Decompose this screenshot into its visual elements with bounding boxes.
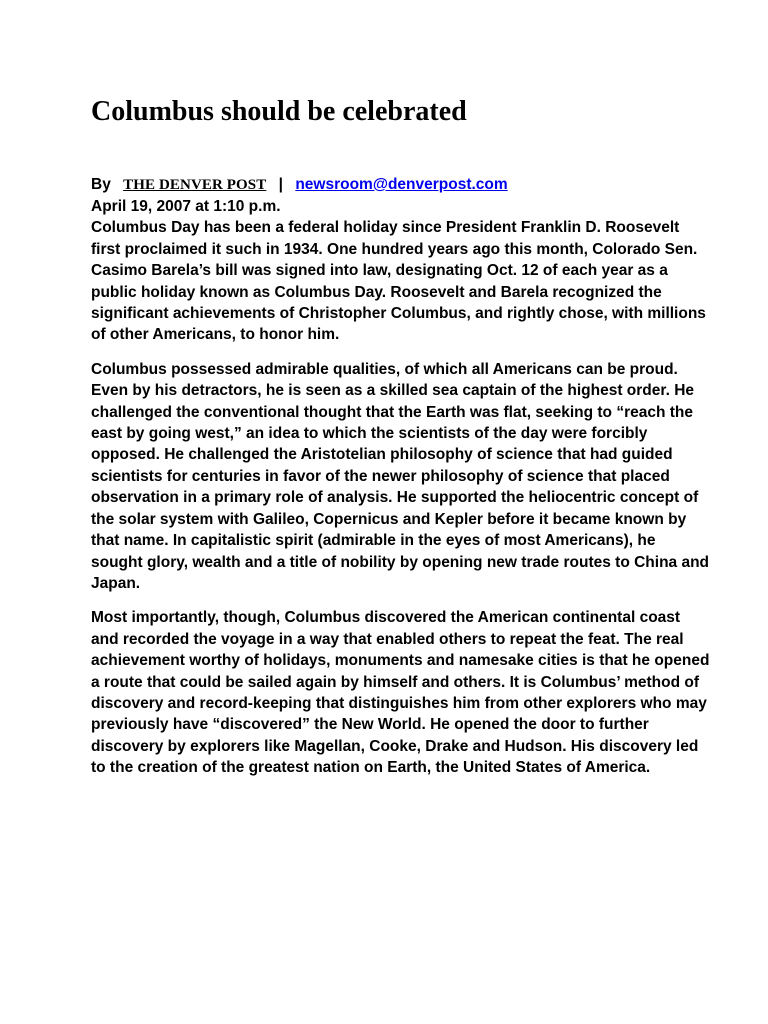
paragraph-1: Columbus Day has been a federal holiday since President Franklin D. Roosevelt first proclaimed it such in 1934. One hundred years ago this month, Colorado Sen. Casimo Barela’s bill was signed into law, designating Oct. 12 of each year as a public holiday known as Columbus Day. Roosevelt and Barela recognized the significant achievements of Christopher Columbus, and rightly chose, with millions of other Americans, to honor him. (91, 219, 706, 344)
article-body (91, 174, 711, 792)
byline-separator: | (278, 176, 283, 193)
byline (91, 174, 711, 196)
article-date: April 19, 2007 at 1:10 p.m. (91, 198, 281, 215)
paragraph-3: Most importantly, though, Columbus discovered the American continental coast and recorded the voyage in a way that enabled others to repeat the feat. The real achievement worthy of holidays, monuments and namesake cities is that he opened a route that could be sailed again by himself and others. It is Columbus’ method of discovery and record-keeping that distinguishes him from other explorers who may previously have “discovered” the New World. He opened the door to further discovery by explorers like Magellan, Cooke, Drake and Hudson. His discovery led to the creation of the greatest nation on Earth, the United States of America. (91, 609, 710, 777)
byline-by-label: By (91, 176, 111, 193)
email-link[interactable]: newsroom@denverpost.com (295, 176, 508, 193)
article-title: Columbus should be celebrated (91, 96, 467, 127)
paragraph-2: Columbus possessed admirable qualities, of which all Americans can be proud. Even by his detractors, he is seen as a skilled sea captain of the highest order. He challenged the conventional thought that the Earth was flat, seeking to “reach the east by going west,” an idea to which the scientists of the day were forcibly opposed. He challenged the Aristotelian philosophy of science that had guided scientists for centuries in favor of the newer philosophy of science that placed observation in a primary role of analysis. He supported the heliocentric concept of the solar system with Galileo, Copernicus and Kepler before it became known by that name. In capitalistic spirit (admirable in the eyes of most Americans), he sought glory, wealth and a title of nobility by opening new trade routes to China and Japan. (91, 360, 710, 592)
author-link[interactable]: THE DENVER POST (123, 177, 267, 193)
